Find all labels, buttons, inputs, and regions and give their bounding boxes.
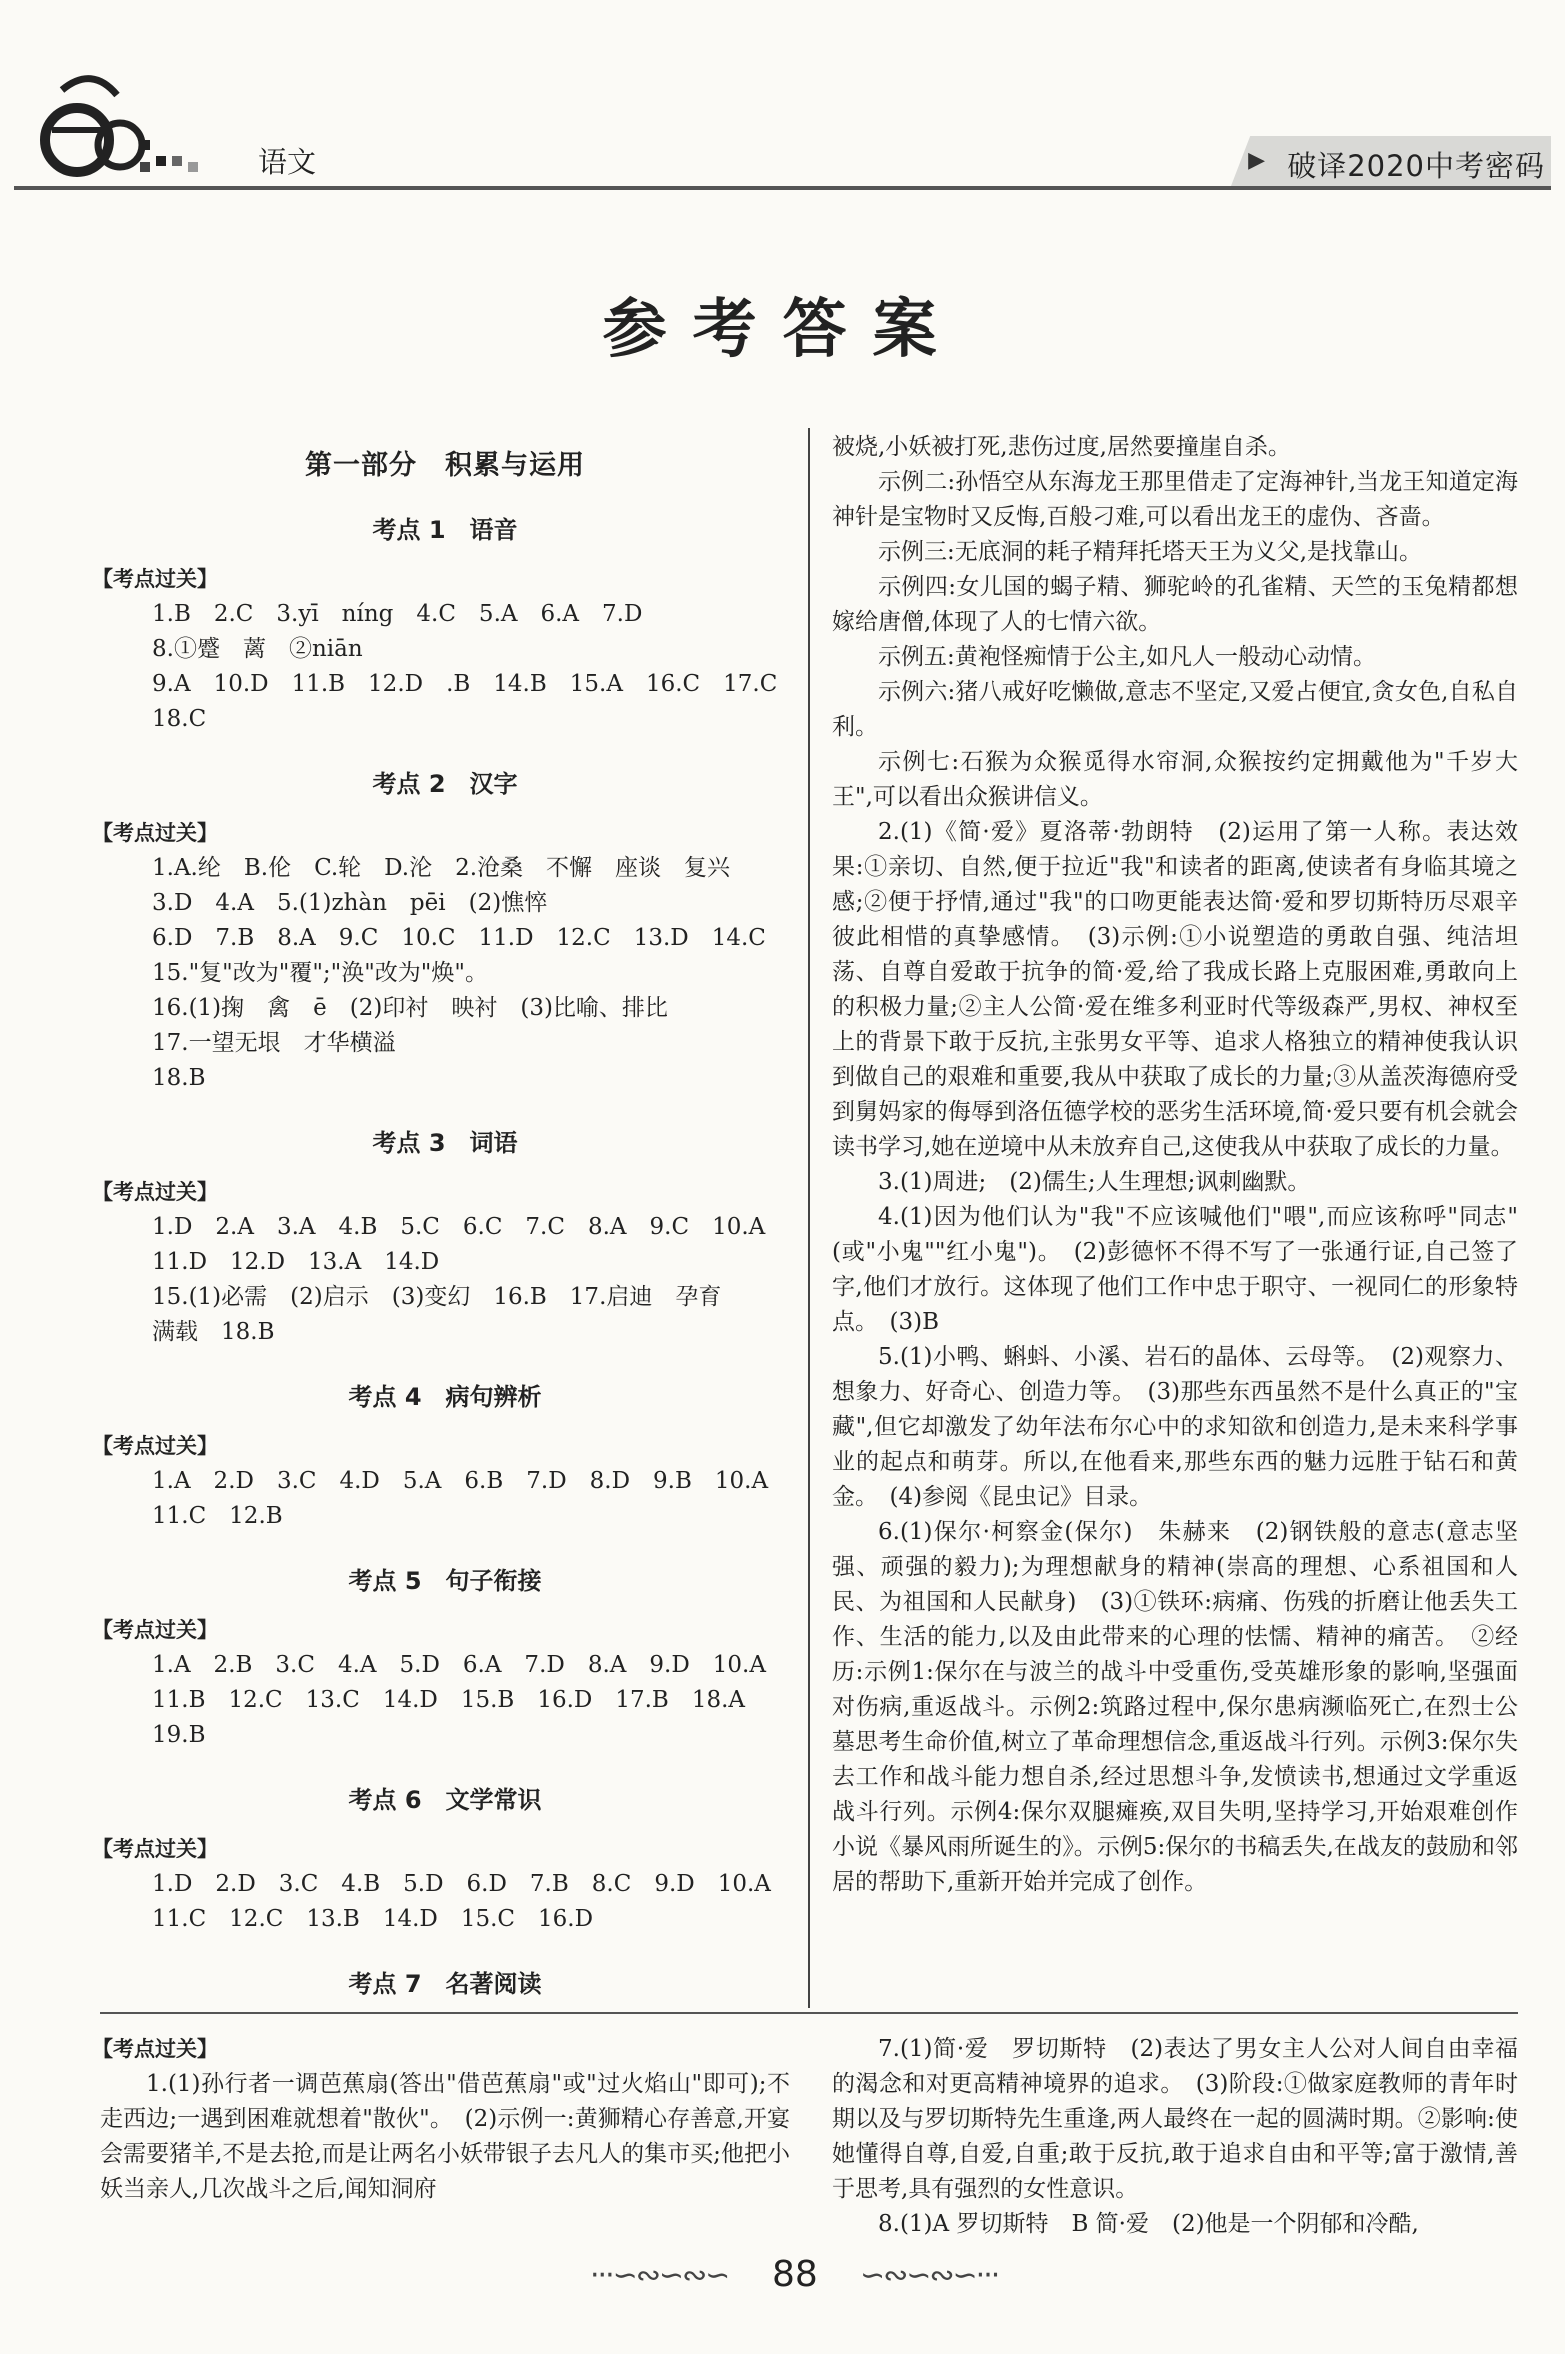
- answer-paragraph: 示例七:石猴为众猴觅得水帘洞,众猴按约定拥戴他为"千岁大王",可以看出众猴讲信义。: [832, 749, 1518, 810]
- bottom-left-block: [92, 2032, 790, 2207]
- answer-paragraph: 3.(1)周进; (2)儒生;人生理想;讽刺幽默。: [878, 1169, 1311, 1195]
- answer-line: 1.D 2.A 3.A 4.B 5.C 6.C 7.C 8.A 9.C 10.A: [152, 1214, 766, 1240]
- answer-paragraph: 1.(1)孙行者一调芭蕉扇(答出"借芭蕉扇"或"过火焰山"即可);不走西边;一遇到困难就想着"散伙"。 (2)示例一:黄狮精心存善意,开宴会需要猪羊,不是去抢,而是让两名小妖带银子去凡人的集市买;他把小妖当亲人,几次战斗之后,闻知洞府: [100, 2071, 790, 2202]
- answer-line: 11.C 12.B: [152, 1503, 283, 1529]
- answer-line: 18.C: [152, 706, 207, 732]
- section-title: 考点 5 句子衔接: [348, 1567, 542, 1595]
- right-column: [832, 430, 1518, 1900]
- answer-line: 满载 18.B: [152, 1319, 275, 1345]
- left-column: [92, 430, 790, 2016]
- answer-line: 1.B 2.C 3.yī níng 4.C 5.A 6.A 7.D: [152, 601, 643, 627]
- subject-label: 语文: [258, 145, 317, 179]
- section-title: 考点 2 汉字: [372, 770, 518, 798]
- answer-line: 16.(1)掬 禽 ē (2)印衬 映衬 (3)比喻、排比: [152, 995, 668, 1021]
- play-arrow-icon: ▶: [1248, 148, 1265, 173]
- series-title: 破译2020中考密码: [1287, 149, 1545, 183]
- answer-line: 17.一望无垠 才华横溢: [152, 1030, 396, 1056]
- section-tag: 【考点过关】: [92, 1618, 218, 1642]
- section-title: 考点 7 名著阅读: [348, 1970, 542, 1998]
- section-tag: 【考点过关】: [92, 821, 218, 845]
- answer-line: 11.C 12.C 13.B 14.D 15.C 16.D: [152, 1906, 594, 1932]
- ornament-left-icon: ···∽∾∽∾∽: [590, 2258, 729, 2293]
- answer-paragraph: 被烧,小妖被打死,悲伤过度,居然要撞崖自杀。: [832, 434, 1291, 460]
- section-tag: 【考点过关】: [92, 1434, 218, 1458]
- section-tag: 【考点过关】: [92, 1837, 218, 1861]
- answer-paragraph: 示例二:孙悟空从东海龙王那里借走了定海神针,当龙王知道定海神针是宝物时又反悔,百般刁难,可以看出龙王的虚伪、吝啬。: [832, 469, 1518, 530]
- bottom-right-block: [832, 2032, 1518, 2242]
- answer-line: 1.D 2.D 3.C 4.B 5.D 6.D 7.B 8.C 9.D 10.A: [152, 1871, 771, 1897]
- answer-paragraph: 5.(1)小鸭、蝌蚪、小溪、岩石的晶体、云母等。 (2)观察力、想象力、好奇心、创造力等。 (3)那些东西虽然不是什么真正的"宝藏",但它却激发了幼年法布尔心中的求知欲和创造力,是未来科学事业的起点和萌芽。所以,在他看来,那些东西的魅力远胜于钻石和黄金。 (4)参阅《昆虫记》目录。: [832, 1344, 1518, 1510]
- ornament-right-icon: ∽∾∽∾∽···: [860, 2258, 999, 2293]
- bottom-rule: [100, 2012, 1518, 2014]
- section-title: 考点 1 语音: [372, 516, 518, 544]
- answer-line: 11.D 12.D 13.A 14.D: [152, 1249, 440, 1275]
- answer-line: 6.D 7.B 8.A 9.C 10.C 11.D 12.C 13.D 14.C: [152, 925, 766, 951]
- answer-line: 11.B 12.C 13.C 14.D 15.B 16.D 17.B 18.A: [152, 1687, 746, 1713]
- answer-line: 19.B: [152, 1722, 206, 1748]
- page-footer: [0, 2250, 1565, 2310]
- answer-paragraph: 7.(1)简·爱 罗切斯特 (2)表达了男女主人公对人间自由幸福的渴念和对更高精神境界的追求。 (3)阶段:①做家庭教师的青年时期以及与罗切斯特先生重逢,两人最终在一起的圆满时期。②影响:使她懂得自尊,自爱,自重;敢于反抗,敢于追求自由和平等;富于激情,善于思考,具有强烈的女性意识。: [832, 2036, 1518, 2202]
- header-rule: [14, 186, 1551, 190]
- answer-line: 18.B: [152, 1065, 206, 1091]
- part-title: 第一部分 积累与运用: [305, 450, 585, 481]
- answer-paragraph: 2.(1)《简·爱》夏洛蒂·勃朗特 (2)运用了第一人称。表达效果:①亲切、自然,便于拉近"我"和读者的距离,使读者有身临其境之感;②便于抒情,通过"我"的口吻更能表达简·爱和罗切斯特历尽艰辛彼此相惜的真挚感情。 (3)示例:①小说塑造的勇敢自强、纯洁坦荡、自尊自爱敢于抗争的简·爱,给了我成长路上克服困难,勇敢向上的积极力量;②主人公简·爱在维多利亚时代等级森严,男权、神权至上的背景下敢于反抗,主张男女平等、追求人格独立的精神使我认识到做自己的艰难和重要,我从中获取了成长的力量;③从盖茨海德府受到舅妈家的侮辱到洛伍德学校的恶劣生活环境,简·爱只要有机会就会读书学习,她在逆境中从未放弃自己,这使我从中获取了成长的力量。: [832, 819, 1518, 1160]
- answer-paragraphs: [832, 430, 1518, 1900]
- answer-line: 1.A.纶 B.伦 C.轮 D.沦 2.沧桑 不懈 座谈 复兴: [152, 855, 731, 881]
- answer-paragraph: 示例六:猪八戒好吃懒做,意志不坚定,又爱占便宜,贪女色,自私自利。: [832, 679, 1518, 740]
- section-tag: 【考点过关】: [92, 567, 218, 591]
- answer-paragraph: 示例三:无底洞的耗子精拜托塔天王为义父,是找靠山。: [878, 539, 1423, 565]
- answer-line: 15.(1)必需 (2)启示 (3)变幻 16.B 17.启迪 孕育: [152, 1284, 722, 1310]
- section-title: 考点 4 病句辨析: [348, 1383, 542, 1411]
- section-tag: 【考点过关】: [92, 2037, 218, 2061]
- section-title: 考点 6 文学常识: [348, 1786, 542, 1814]
- page-title: 参考答案: [602, 293, 963, 367]
- answer-paragraph: 8.(1)A 罗切斯特 B 简·爱 (2)他是一个阴郁和冷酷,: [878, 2211, 1419, 2237]
- book-logo-icon: [22, 70, 242, 190]
- answer-paragraph: 示例五:黄袍怪痴情于公主,如凡人一般动心动情。: [878, 644, 1377, 670]
- answer-paragraph: 示例四:女儿国的蝎子精、狮驼岭的孔雀精、天竺的玉兔精都想嫁给唐僧,体现了人的七情六欲。: [832, 574, 1518, 635]
- answer-paragraph: 4.(1)因为他们认为"我"不应该喊他们"喂",而应该称呼"同志"(或"小鬼""红小鬼")。 (2)彭德怀不得不写了一张通行证,自己签了字,他们才放行。这体现了他们工作中忠于职守、一视同仁的形象特点。 (3)B: [832, 1204, 1518, 1335]
- answer-line: 15."复"改为"覆";"涣"改为"焕"。: [152, 960, 488, 986]
- answer-line: 9.A 10.D 11.B 12.D .B 14.B 15.A 16.C 17.C: [152, 671, 778, 697]
- answer-line: 1.A 2.D 3.C 4.D 5.A 6.B 7.D 8.D 9.B 10.A: [152, 1468, 769, 1494]
- column-divider: [808, 428, 810, 2008]
- answer-line: 1.A 2.B 3.C 4.A 5.D 6.A 7.D 8.A 9.D 10.A: [152, 1652, 766, 1678]
- section-title: 考点 3 词语: [372, 1129, 518, 1157]
- answer-line: 8.①蹙 蓠 ②niān: [152, 636, 363, 662]
- section-tag: 【考点过关】: [92, 1180, 218, 1204]
- section-list: [92, 513, 790, 2002]
- answer-line: 3.D 4.A 5.(1)zhàn pēi (2)憔悴: [152, 890, 548, 916]
- answer-paragraph: 6.(1)保尔·柯察金(保尔) 朱赫来 (2)钢铁般的意志(意志坚强、顽强的毅力);为理想献身的精神(崇高的理想、心系祖国和人民、为祖国和人民献身) (3)①铁环:病痛、伤残的折磨让他丢失工作、生活的能力,以及由此带来的心理的怯懦、精神的痛苦。 ②经历:示例1:保尔在与波兰的战斗中受重伤,受英雄形象的影响,坚强面对伤病,重返战斗。示例2:筑路过程中,保尔患病濒临死亡,在烈士公墓思考生命价值,树立了革命理想信念,重返战斗行列。示例3:保尔失去工作和战斗能力想自杀,经过思想斗争,发愤读书,想通过文学重返战斗行列。示例4:保尔双腿瘫痪,双目失明,坚持学习,开始艰难创作小说《暴风雨所诞生的》。示例5:保尔的书稿丢失,在战友的鼓励和邻居的帮助下,重新开始并完成了创作。: [832, 1519, 1518, 1895]
- page-number: 88: [772, 2254, 818, 2295]
- page-header: [0, 0, 1565, 200]
